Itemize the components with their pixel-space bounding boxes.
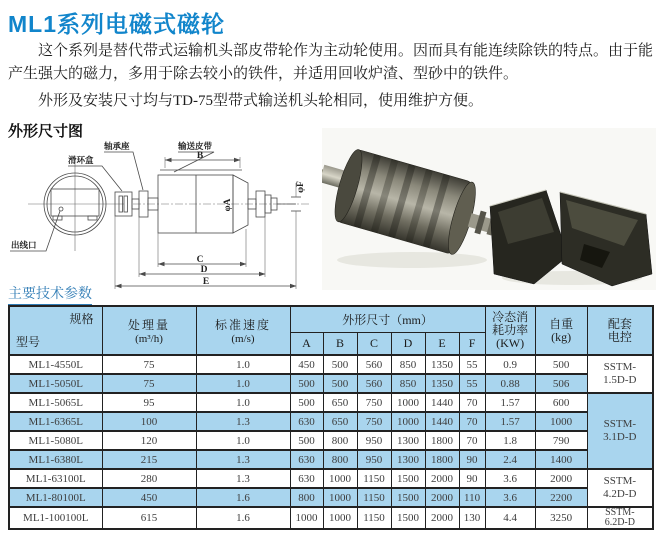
dim-e-cell: 1350 — [425, 374, 459, 393]
header-weight: 自重 (kg) — [535, 306, 587, 355]
speed-cell: 1.0 — [196, 431, 290, 450]
dim-c-cell: 1150 — [357, 507, 391, 529]
dim-b-cell: 650 — [323, 412, 357, 431]
header-control: 配套 电控 — [587, 306, 653, 355]
speed-cell: 1.3 — [196, 412, 290, 431]
weight-cell: 3250 — [535, 507, 587, 529]
power-cell: 0.9 — [485, 355, 535, 374]
dim-d-cell: 1300 — [391, 431, 425, 450]
dim-a-cell: 630 — [290, 469, 323, 488]
power-cell: 3.6 — [485, 488, 535, 507]
model-cell: ML1-100100L — [9, 507, 102, 529]
dim-a-cell: 500 — [290, 431, 323, 450]
dim-e-cell: 2000 — [425, 507, 459, 529]
table-row — [9, 431, 653, 450]
dim-b-cell: 500 — [323, 374, 357, 393]
table-row — [9, 355, 653, 374]
header-dim-e: E — [425, 333, 459, 356]
dim-c-cell: 950 — [357, 450, 391, 469]
header-dim-f: F — [459, 333, 485, 356]
dim-b-cell: 500 — [323, 355, 357, 374]
dim-f-cell: 55 — [459, 355, 485, 374]
dim-e-cell: 1800 — [425, 450, 459, 469]
weight-cell: 500 — [535, 355, 587, 374]
dim-f-cell: 70 — [459, 393, 485, 412]
power-cell: 1.57 — [485, 412, 535, 431]
dim-d-cell: 1500 — [391, 469, 425, 488]
power-cell: 0.88 — [485, 374, 535, 393]
capacity-cell: 280 — [102, 469, 196, 488]
speed-cell: 1.0 — [196, 393, 290, 412]
dim-b-cell: 1000 — [323, 488, 357, 507]
speed-cell: 1.6 — [196, 507, 290, 529]
intro-paragraph-1: 这个系列是替代带式运输机头部皮带轮作为主动轮使用。因而具有能连续除铁的特点。由于能产生强大的磁力，多用于除去较小的铁件，并适用回收炉渣、型砂中的铁件。 — [8, 43, 654, 82]
slip-ring-box-label: 滑环盒 — [68, 155, 94, 165]
dim-c-cell: 1150 — [357, 488, 391, 507]
dim-d-cell: 1300 — [391, 450, 425, 469]
dim-d-cell: 1500 — [391, 488, 425, 507]
dim-a-cell: 1000 — [290, 507, 323, 529]
table-row — [9, 507, 653, 529]
model-cell: ML1-4550L — [9, 355, 102, 374]
control-cell: SSTM- 3.1D-D — [587, 393, 653, 469]
table-row — [9, 488, 653, 507]
dim-f-cell: 90 — [459, 450, 485, 469]
conveyor-belt-label: 输送皮带 — [178, 141, 213, 151]
model-cell: ML1-5065L — [9, 393, 102, 412]
header-speed: 标准速度 (m/s) — [196, 306, 290, 355]
product-photo — [322, 128, 656, 290]
speed-cell: 1.0 — [196, 374, 290, 393]
weight-cell: 2200 — [535, 488, 587, 507]
dim-b-cell: 800 — [323, 431, 357, 450]
dim-b-cell: 650 — [323, 393, 357, 412]
spec-table — [8, 305, 654, 530]
model-cell: ML1-63100L — [9, 469, 102, 488]
dim-b-cell: 1000 — [323, 507, 357, 529]
wire-outlet-label: 出线口 — [11, 240, 37, 250]
dim-f-cell: 90 — [459, 469, 485, 488]
dim-c-cell: 1150 — [357, 469, 391, 488]
dim-d-cell: 850 — [391, 355, 425, 374]
model-cell: ML1-6365L — [9, 412, 102, 431]
dim-f-cell: 55 — [459, 374, 485, 393]
dim-a-cell: 450 — [290, 355, 323, 374]
power-cell: 2.4 — [485, 450, 535, 469]
control-cell: SSTM- 4.2D-D — [587, 469, 653, 507]
dim-c-cell: 750 — [357, 412, 391, 431]
weight-cell: 2000 — [535, 469, 587, 488]
dim-e-cell: 1440 — [425, 412, 459, 431]
dim-d-label: D — [200, 265, 208, 275]
capacity-cell: 450 — [102, 488, 196, 507]
weight-cell: 790 — [535, 431, 587, 450]
page-title: ML1系列电磁式磁轮 — [8, 11, 225, 37]
dim-a-cell: 630 — [290, 412, 323, 431]
dim-e-label: E — [202, 277, 210, 287]
table-row — [9, 450, 653, 469]
spec-table-body — [9, 355, 653, 529]
header-dim-a: A — [290, 333, 323, 356]
dim-e-cell: 1440 — [425, 393, 459, 412]
dim-f-cell: 70 — [459, 412, 485, 431]
table-section-heading: 主要技术参数 — [8, 283, 92, 305]
dim-c-cell: 750 — [357, 393, 391, 412]
dim-d-cell: 1000 — [391, 412, 425, 431]
control-cell: SSTM- 6.2D-D — [587, 507, 653, 529]
header-model-label: 型号 — [16, 335, 41, 349]
capacity-cell: 120 — [102, 431, 196, 450]
capacity-cell: 75 — [102, 374, 196, 393]
dim-a-cell: 500 — [290, 393, 323, 412]
dim-d-cell: 1500 — [391, 507, 425, 529]
dim-d-cell: 850 — [391, 374, 425, 393]
power-cell: 1.57 — [485, 393, 535, 412]
weight-cell: 506 — [535, 374, 587, 393]
weight-cell: 1400 — [535, 450, 587, 469]
power-cell: 3.6 — [485, 469, 535, 488]
dim-e-cell: 1800 — [425, 431, 459, 450]
dim-c-cell: 560 — [357, 374, 391, 393]
dim-d-cell: 1000 — [391, 393, 425, 412]
speed-cell: 1.0 — [196, 355, 290, 374]
capacity-cell: 100 — [102, 412, 196, 431]
power-cell: 1.8 — [485, 431, 535, 450]
table-row — [9, 469, 653, 488]
header-dim-d: D — [391, 333, 425, 356]
model-cell: ML1-5080L — [9, 431, 102, 450]
header-power: 冷态消 耗功率 (KW) — [485, 306, 535, 355]
dim-a-cell: 500 — [290, 374, 323, 393]
dimension-drawing — [8, 139, 320, 295]
dim-a-cell: 630 — [290, 450, 323, 469]
model-cell: ML1-80100L — [9, 488, 102, 507]
capacity-cell: 75 — [102, 355, 196, 374]
dim-f-cell: 110 — [459, 488, 485, 507]
header-dim-b: B — [323, 333, 357, 356]
bearing-seat-label: 轴承座 — [104, 141, 130, 151]
dim-a-label: φA — [223, 198, 233, 212]
header-spec-label: 规格 — [69, 312, 94, 326]
header-model-spec — [9, 306, 102, 355]
weight-cell: 1000 — [535, 412, 587, 431]
table-row — [9, 393, 653, 412]
model-cell: ML1-5050L — [9, 374, 102, 393]
intro-paragraph-2: 外形及安装尺寸均与TD-75型带式输送机头轮相同，使用维护方便。 — [38, 93, 483, 109]
power-cell: 4.4 — [485, 507, 535, 529]
model-cell: ML1-6380L — [9, 450, 102, 469]
capacity-cell: 615 — [102, 507, 196, 529]
dim-b-label: B — [196, 151, 204, 161]
drawing-section-heading: 外形尺寸图 — [8, 123, 84, 140]
dim-b-cell: 1000 — [323, 469, 357, 488]
table-row — [9, 412, 653, 431]
dim-f-label: φF — [296, 181, 306, 193]
dim-c-label: C — [196, 255, 204, 265]
capacity-cell: 95 — [102, 393, 196, 412]
dim-e-cell: 2000 — [425, 488, 459, 507]
dim-f-cell: 130 — [459, 507, 485, 529]
speed-cell: 1.6 — [196, 488, 290, 507]
dim-e-cell: 2000 — [425, 469, 459, 488]
speed-cell: 1.3 — [196, 450, 290, 469]
table-row — [9, 374, 653, 393]
dim-c-cell: 560 — [357, 355, 391, 374]
header-capacity: 处理量 (m³/h) — [102, 306, 196, 355]
control-cell: SSTM- 1.5D-D — [587, 355, 653, 393]
weight-cell: 600 — [535, 393, 587, 412]
dim-a-cell: 800 — [290, 488, 323, 507]
dim-f-cell: 70 — [459, 431, 485, 450]
capacity-cell: 215 — [102, 450, 196, 469]
header-dim-c: C — [357, 333, 391, 356]
dim-e-cell: 1350 — [425, 355, 459, 374]
dim-c-cell: 950 — [357, 431, 391, 450]
speed-cell: 1.3 — [196, 469, 290, 488]
dim-b-cell: 800 — [323, 450, 357, 469]
header-dimensions-group: 外形尺寸（mm） — [290, 306, 485, 333]
